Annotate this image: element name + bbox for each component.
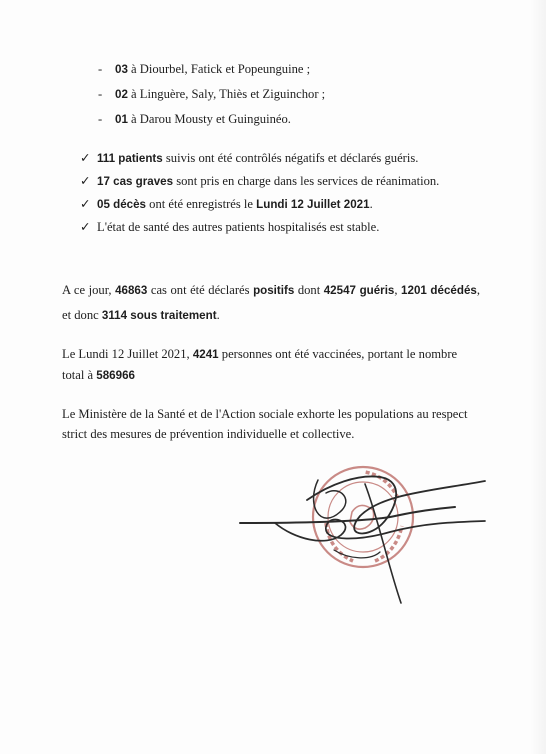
signature-stamp bbox=[230, 460, 495, 610]
case-count: 01 bbox=[115, 113, 128, 126]
total-cases: 46863 bbox=[115, 284, 148, 297]
vaccination-text: personnes ont été vaccinées, portant le nombre total à bbox=[62, 347, 458, 382]
stable-text: L'état de santé des autres patients hospitalisés est stable. bbox=[97, 220, 380, 234]
summary-text: cas ont été déclarés bbox=[147, 283, 254, 297]
list-item-stable bbox=[80, 219, 480, 236]
deaths-count: 05 décès bbox=[97, 198, 146, 211]
status-check-list bbox=[80, 150, 480, 242]
severe-text: sont pris en charge dans les services de réanimation. bbox=[173, 174, 440, 188]
list-item-severe bbox=[80, 173, 480, 190]
check-mark-icon: ✓ bbox=[80, 197, 91, 211]
deaths-text: ont été enregistrés le bbox=[146, 197, 257, 211]
signature-stroke bbox=[314, 480, 346, 518]
signature-stroke bbox=[240, 507, 455, 523]
total-deaths: 1201 décédés bbox=[401, 284, 477, 297]
list-item-recovered bbox=[80, 150, 480, 167]
case-count: 03 bbox=[115, 63, 128, 76]
dash-bullet: - bbox=[98, 87, 103, 101]
dash-bullet: - bbox=[98, 112, 103, 126]
signature-ink bbox=[240, 476, 485, 603]
region-text: à Darou Mousty et Guinguinéo. bbox=[127, 112, 291, 126]
positive-label: positifs bbox=[253, 284, 295, 297]
vaccination-paragraph bbox=[62, 344, 480, 386]
dash-bullet: - bbox=[98, 62, 103, 76]
list-item bbox=[98, 61, 325, 86]
case-count: 02 bbox=[115, 88, 128, 101]
check-mark-icon: ✓ bbox=[80, 220, 91, 234]
deaths-date: Lundi 12 Juillet 2021 bbox=[256, 198, 370, 211]
vaccination-text: Le Lundi 12 Juillet 2021, bbox=[62, 347, 193, 361]
summary-paragraph bbox=[62, 278, 480, 328]
total-recovered: 42547 guéris bbox=[323, 284, 395, 297]
vaccinated-today: 4241 bbox=[192, 348, 219, 361]
official-stamp bbox=[313, 467, 413, 567]
region-case-list bbox=[98, 61, 325, 136]
check-mark-icon: ✓ bbox=[80, 174, 91, 188]
summary-text: A ce jour, bbox=[62, 283, 116, 297]
summary-text: , et donc bbox=[62, 283, 480, 322]
region-text: à Diourbel, Fatick et Popeunguine ; bbox=[127, 62, 311, 76]
severe-count: 17 cas graves bbox=[97, 175, 174, 188]
check-mark-icon: ✓ bbox=[80, 151, 91, 165]
region-text: à Linguère, Saly, Thiès et Ziguinchor ; bbox=[127, 87, 326, 101]
deaths-end: . bbox=[369, 197, 373, 211]
under-treatment: 3114 sous traitement bbox=[101, 309, 217, 322]
exhortation-paragraph: Le Ministère de la Santé et de l'Action sociale exhorte les populations au respect strict des mesures de prévention individuelle et collective. bbox=[62, 407, 468, 441]
summary-text: . bbox=[216, 308, 220, 322]
recovered-count: 111 patients bbox=[97, 152, 163, 165]
list-item bbox=[98, 111, 325, 136]
summary-text: , bbox=[394, 283, 402, 297]
vaccinated-total: 586966 bbox=[96, 369, 135, 382]
list-item bbox=[98, 86, 325, 111]
summary-text: dont bbox=[294, 283, 324, 297]
list-item-deaths bbox=[80, 196, 480, 213]
recovered-text: suivis ont été contrôlés négatifs et déclarés guéris. bbox=[162, 151, 419, 165]
